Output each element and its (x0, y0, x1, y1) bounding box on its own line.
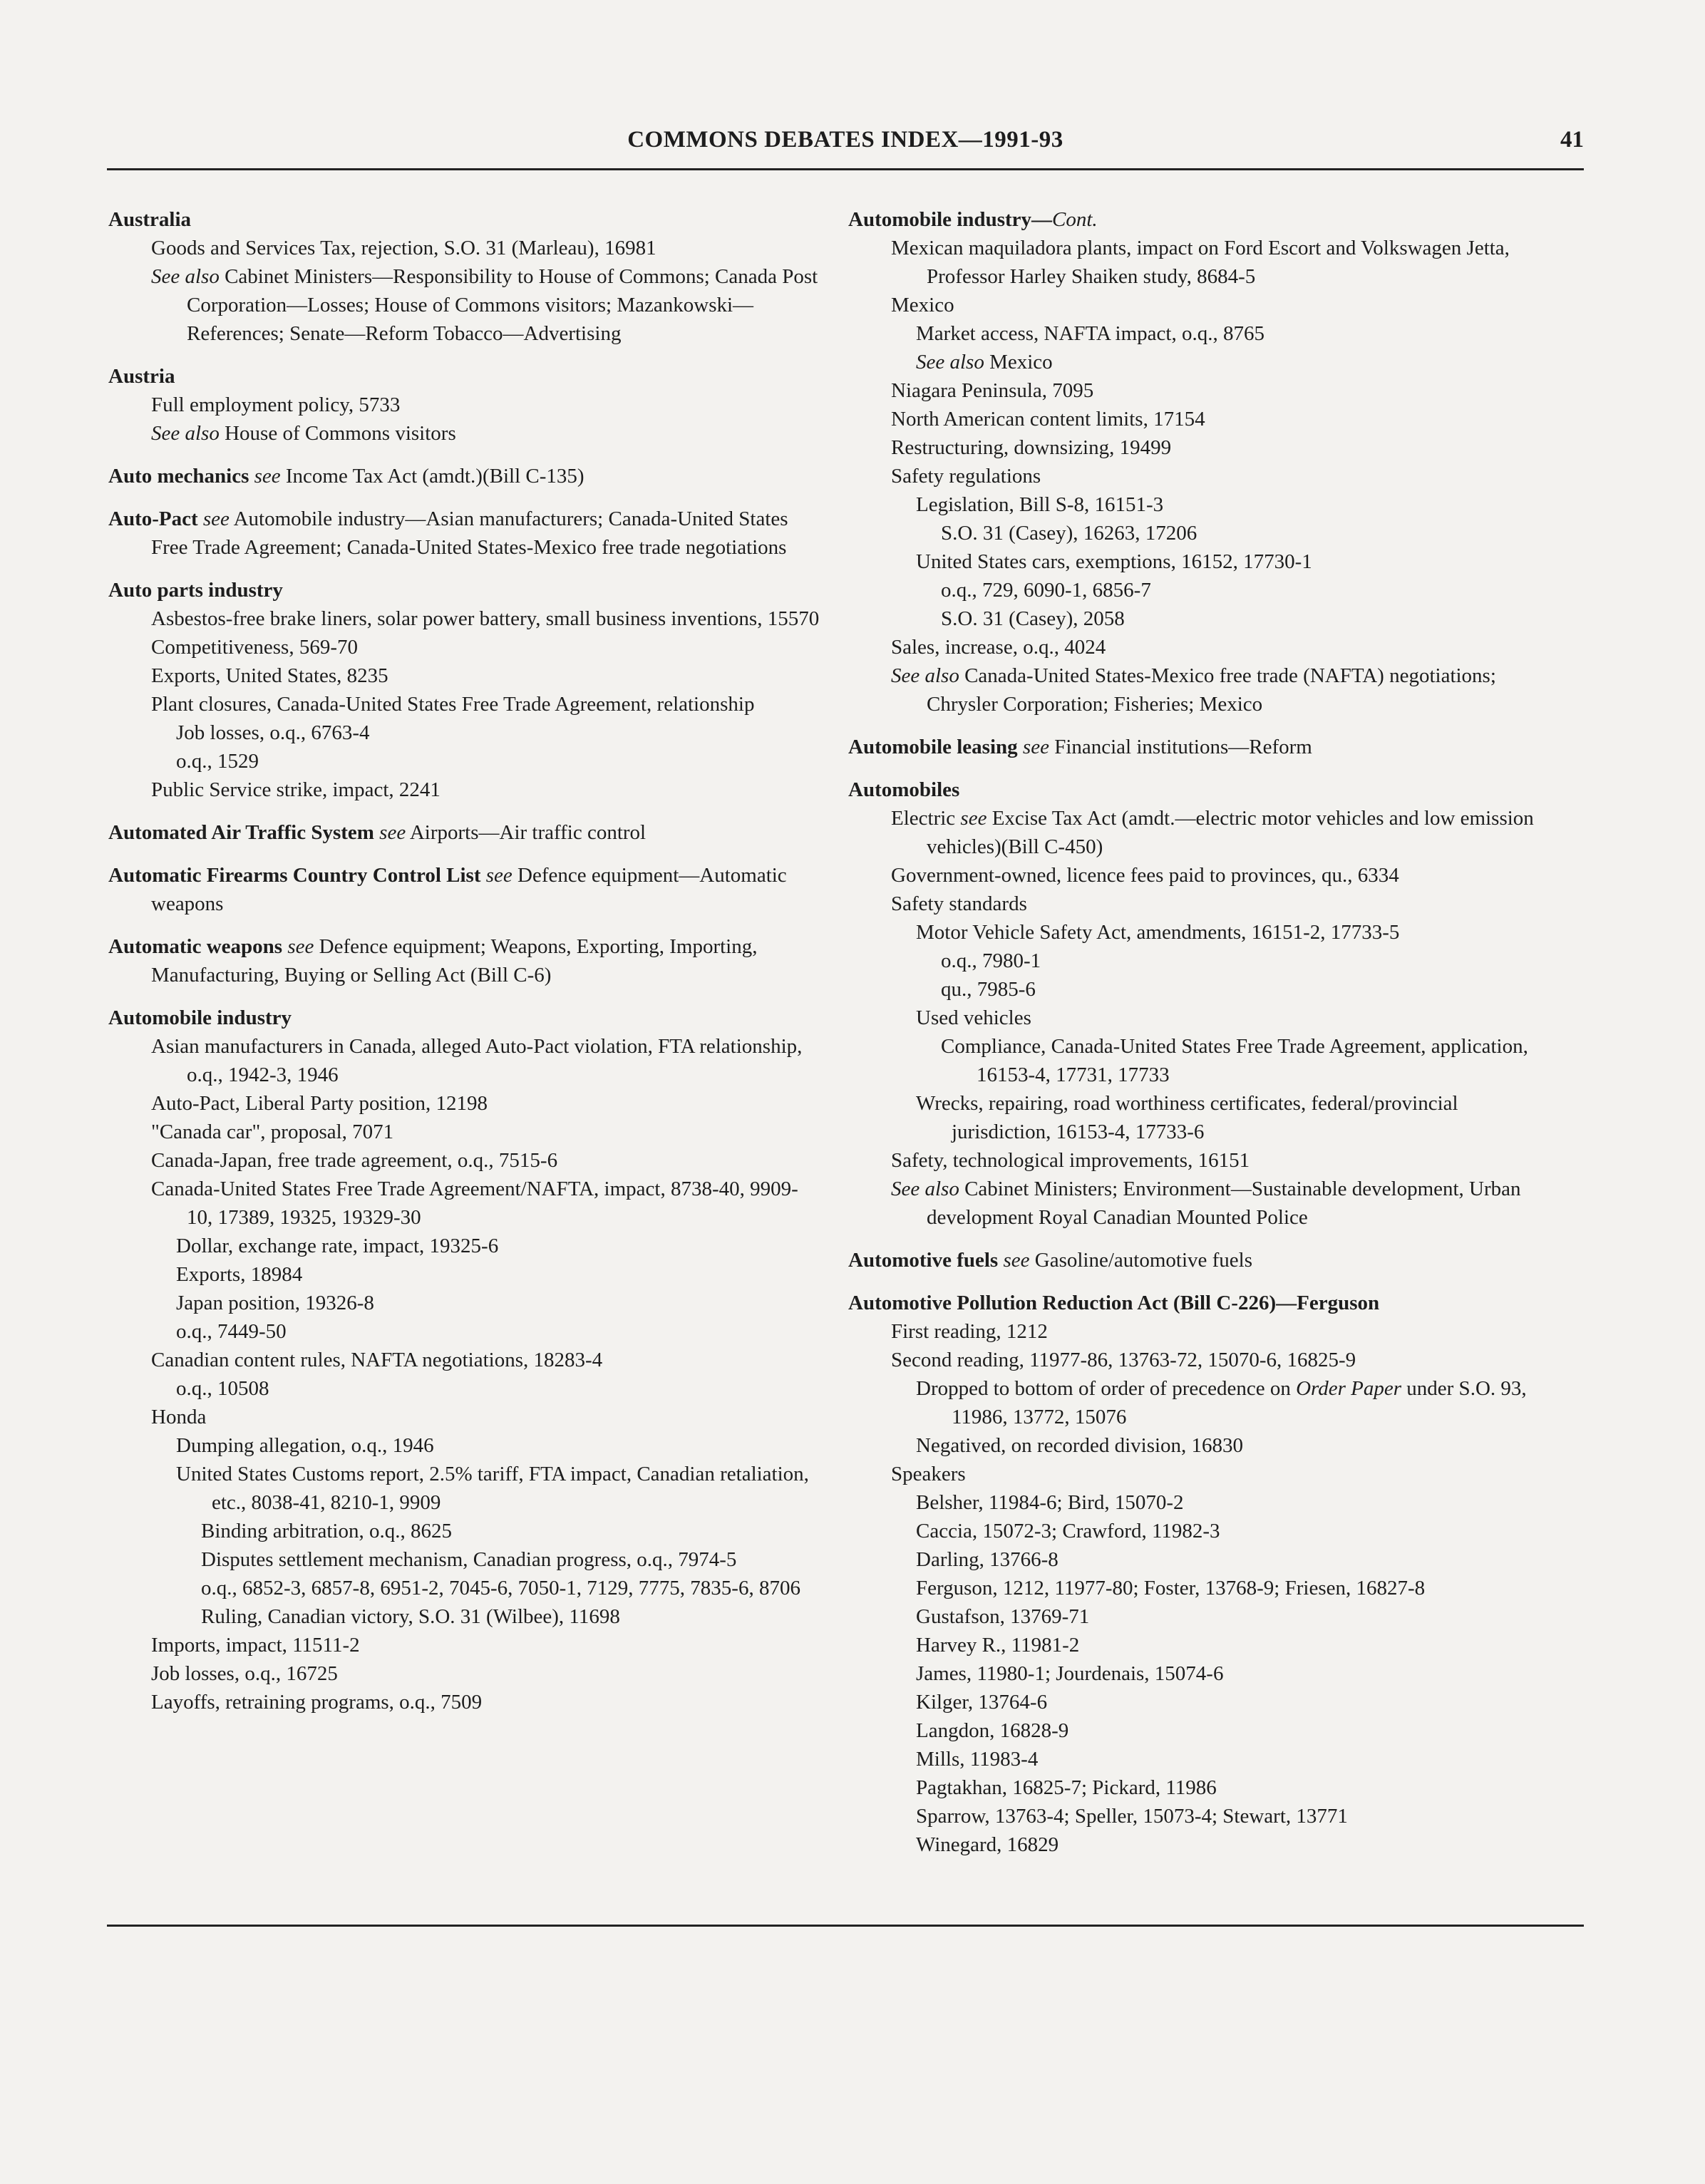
index-subentry (848, 861, 1561, 890)
index-text: Mexico (891, 294, 954, 316)
index-subentry (848, 918, 1561, 947)
index-text: Excise Tax Act (amdt.—electric motor vehicles and low emission vehicles)(Bill C-450) (927, 807, 1534, 858)
index-text: Motor Vehicle Safety Act, amendments, 16151-2, 17733-5 (916, 921, 1400, 944)
index-subentry (848, 1032, 1561, 1089)
index-text: North American content limits, 17154 (891, 408, 1205, 431)
index-text: Safety regulations (891, 465, 1041, 488)
index-text: United States Customs report, 2.5% tariff, FTA impact, Canadian retaliation, etc., 8038-41, 8210-1, 9909 (176, 1463, 809, 1514)
index-subentry (108, 633, 821, 661)
index-text: Auto parts industry (108, 579, 283, 602)
index-text: Automotive fuels (848, 1249, 999, 1272)
index-text: Caccia, 15072-3; Crawford, 11982-3 (916, 1520, 1220, 1542)
index-subentry (848, 1773, 1561, 1802)
index-subentry (848, 1431, 1561, 1460)
index-text: o.q., 10508 (176, 1377, 269, 1400)
index-subentry (848, 604, 1561, 633)
index-text: Honda (151, 1406, 207, 1428)
index-text: Asian manufacturers in Canada, alleged Auto-Pact violation, FTA relationship, o.q., 1942-3, 1946 (151, 1035, 803, 1086)
index-text: o.q., 729, 6090-1, 6856-7 (941, 579, 1151, 602)
index-column-left (108, 205, 821, 1731)
index-subentry (848, 1688, 1561, 1716)
index-text: See also (151, 422, 220, 445)
index-subentry (108, 776, 821, 804)
index-subentry (848, 405, 1561, 433)
index-text: Mexico (984, 351, 1053, 374)
index-text: Airports—Air traffic control (406, 821, 647, 844)
index-subentry (108, 1688, 821, 1716)
index-subentry (848, 1346, 1561, 1374)
index-text: Sparrow, 13763-4; Speller, 15073-4; Stewart, 13771 (916, 1805, 1348, 1828)
index-text: Auto-Pact, Liberal Party position, 12198 (151, 1092, 488, 1115)
index-text: "Canada car", proposal, 7071 (151, 1121, 394, 1143)
page-title: COMMONS DEBATES INDEX—1991-93 (627, 127, 1063, 153)
index-text: Asbestos-free brake liners, solar power battery, small business inventions, 15570 (151, 607, 820, 630)
index-text: Automobile industry (108, 1006, 292, 1029)
index-subentry (848, 1175, 1561, 1232)
index-text: Kilger, 13764-6 (916, 1691, 1048, 1714)
index-text: Dumping allegation, o.q., 1946 (176, 1434, 434, 1457)
index-subentry (108, 1289, 821, 1317)
index-subentry (108, 1517, 821, 1545)
index-subentry (848, 519, 1561, 547)
index-text: Auto-Pact (108, 508, 198, 530)
index-text: Automobiles (848, 778, 960, 801)
index-subentry (108, 419, 821, 448)
index-text: Automatic weapons (108, 935, 283, 958)
index-text: Job losses, o.q., 6763-4 (176, 721, 370, 744)
index-subentry (108, 747, 821, 776)
index-text: Dollar, exchange rate, impact, 19325-6 (176, 1235, 499, 1257)
index-subentry (108, 1460, 821, 1517)
index-subentry (848, 376, 1561, 405)
index-text: Winegard, 16829 (916, 1833, 1059, 1856)
index-entry (848, 776, 1561, 1232)
index-heading (108, 362, 821, 391)
index-subentry (108, 1317, 821, 1346)
index-text: Australia (108, 208, 191, 231)
index-text: Negatived, on recorded division, 16830 (916, 1434, 1244, 1457)
index-text: Automobile leasing (848, 736, 1018, 758)
index-subentry (848, 1317, 1561, 1346)
index-subentry (108, 234, 821, 262)
index-text: Automatic Firearms Country Control List (108, 864, 481, 887)
index-text: Langdon, 16828-9 (916, 1719, 1069, 1742)
index-column-right (848, 205, 1561, 1873)
index-subentry (848, 633, 1561, 661)
index-subentry (108, 1659, 821, 1688)
index-subentry (108, 1602, 821, 1631)
index-subentry (108, 1146, 821, 1175)
index-subentry (108, 1232, 821, 1260)
index-subentry (848, 319, 1561, 348)
index-text: Automotive Pollution Reduction Act (Bill C-226)—Ferguson (848, 1292, 1380, 1314)
index-text: Austria (108, 365, 175, 388)
index-heading (848, 776, 1561, 804)
index-entry (848, 1246, 1561, 1274)
index-heading (848, 733, 1561, 761)
index-subentry (848, 348, 1561, 376)
index-entry (848, 733, 1561, 761)
index-text: Pagtakhan, 16825-7; Pickard, 11986 (916, 1776, 1217, 1799)
index-text: o.q., 7449-50 (176, 1320, 287, 1343)
index-text: See also (891, 664, 959, 687)
index-subentry (848, 576, 1561, 604)
index-subentry (108, 1403, 821, 1431)
index-text: First reading, 1212 (891, 1320, 1048, 1343)
index-subentry (108, 604, 821, 633)
index-text: under S.O. 93, 11986, 13772, 15076 (952, 1377, 1527, 1428)
index-subentry (108, 391, 821, 419)
index-subentry (848, 1545, 1561, 1574)
index-text: Sales, increase, o.q., 4024 (891, 636, 1106, 659)
index-text: Financial institutions—Reform (1049, 736, 1312, 758)
index-text: Gustafson, 13769-71 (916, 1605, 1090, 1628)
index-subentry (108, 690, 821, 718)
index-text: Mexican maquiladora plants, impact on Ford Escort and Volkswagen Jetta, Professor Harley Shaiken study, 8684-5 (891, 237, 1510, 288)
index-text: Disputes settlement mechanism, Canadian progress, o.q., 7974-5 (201, 1548, 737, 1571)
index-heading (108, 861, 821, 918)
index-subentry (848, 490, 1561, 519)
index-subentry (108, 1631, 821, 1659)
index-subentry (848, 462, 1561, 490)
index-text: Auto mechanics (108, 465, 249, 488)
index-text: see (998, 1249, 1030, 1272)
index-entry (108, 1004, 821, 1716)
index-heading (108, 932, 821, 989)
index-subentry (848, 433, 1561, 462)
index-subentry (848, 1460, 1561, 1488)
footer-rule (107, 1925, 1584, 1927)
index-subentry (848, 1802, 1561, 1830)
index-subentry (848, 1004, 1561, 1032)
index-subentry (848, 547, 1561, 576)
index-text: Darling, 13766-8 (916, 1548, 1058, 1571)
index-heading (848, 205, 1561, 234)
index-text: Safety standards (891, 892, 1027, 915)
index-heading (108, 462, 821, 490)
index-subentry (108, 1574, 821, 1602)
index-subentry (848, 1146, 1561, 1175)
index-subentry (848, 1602, 1561, 1631)
index-text: see (960, 807, 987, 830)
index-subentry (848, 890, 1561, 918)
index-subentry (848, 1830, 1561, 1859)
index-subentry (848, 947, 1561, 975)
page-number: 41 (1560, 127, 1584, 153)
index-text: Second reading, 11977-86, 13763-72, 15070-6, 16825-9 (891, 1349, 1356, 1371)
index-text: Wrecks, repairing, road worthiness certificates, federal/provincial jurisdiction, 16153-4, 17733-6 (916, 1092, 1458, 1143)
index-text: Japan position, 19326-8 (176, 1292, 374, 1314)
index-text: Competitiveness, 569-70 (151, 636, 358, 659)
index-subentry (108, 718, 821, 747)
index-text: Mills, 11983-4 (916, 1748, 1039, 1771)
index-subentry (848, 1089, 1561, 1146)
index-entry (108, 462, 821, 490)
index-subentry (848, 291, 1561, 319)
index-heading (108, 818, 821, 847)
index-subentry (108, 1118, 821, 1146)
index-text: United States cars, exemptions, 16152, 17730-1 (916, 550, 1312, 573)
index-text: see (374, 821, 406, 844)
index-text: Canada-Japan, free trade agreement, o.q., 7515-6 (151, 1149, 558, 1172)
index-text: Automobile industry— (848, 208, 1053, 231)
index-text: see (480, 864, 512, 887)
index-text: see (249, 465, 281, 488)
index-text: S.O. 31 (Casey), 2058 (941, 607, 1125, 630)
index-text: Canada-United States Free Trade Agreement/NAFTA, impact, 8738-40, 9909-10, 17389, 19325, 19329-30 (151, 1178, 798, 1229)
index-text: Exports, 18984 (176, 1263, 303, 1286)
index-text: see (197, 508, 230, 530)
index-text: Cabinet Ministers; Environment—Sustainable development, Urban development Royal Canadian Mounted Police (927, 1178, 1521, 1229)
index-text: Harvey R., 11981-2 (916, 1634, 1080, 1657)
index-text: Cont. (1052, 208, 1098, 231)
index-text: Order Paper (1296, 1377, 1402, 1400)
index-subentry (848, 1631, 1561, 1659)
index-text: Restructuring, downsizing, 19499 (891, 436, 1172, 459)
index-text: Cabinet Ministers—Responsibility to House of Commons; Canada Post Corporation—Losses; House of Commons visitors; Mazankowski—References; Senate—Reform Tobacco—Advertising (187, 265, 818, 345)
index-heading (848, 1246, 1561, 1274)
index-subentry (108, 1374, 821, 1403)
index-text: o.q., 1529 (176, 750, 259, 773)
index-text: Electric (891, 807, 961, 830)
index-text: Belsher, 11984-6; Bird, 15070-2 (916, 1491, 1184, 1514)
index-text: Imports, impact, 11511-2 (151, 1634, 360, 1657)
index-subentry (848, 804, 1561, 861)
index-text: See also (916, 351, 984, 374)
index-heading (848, 1289, 1561, 1317)
index-subentry (848, 1659, 1561, 1688)
index-subentry (848, 1574, 1561, 1602)
index-entry (848, 1289, 1561, 1859)
index-text: see (1017, 736, 1049, 758)
index-subentry (108, 1346, 821, 1374)
index-text: see (282, 935, 314, 958)
index-text: See also (891, 1178, 959, 1200)
index-text: Layoffs, retraining programs, o.q., 7509 (151, 1691, 483, 1714)
index-text: Government-owned, licence fees paid to provinces, qu., 6334 (891, 864, 1399, 887)
index-subentry (108, 1260, 821, 1289)
index-text: See also (151, 265, 220, 288)
index-text: o.q., 6852-3, 6857-8, 6951-2, 7045-6, 7050-1, 7129, 7775, 7835-6, 8706 (201, 1577, 800, 1600)
index-text: Safety, technological improvements, 16151 (891, 1149, 1250, 1172)
index-text: Job losses, o.q., 16725 (151, 1662, 338, 1685)
index-subentry (108, 661, 821, 690)
index-text: House of Commons visitors (219, 422, 456, 445)
index-text: Full employment policy, 5733 (151, 393, 401, 416)
index-text: Plant closures, Canada-United States Free Trade Agreement, relationship (151, 693, 755, 716)
index-entry (108, 362, 821, 448)
index-text: Exports, United States, 8235 (151, 664, 388, 687)
index-entry (108, 205, 821, 348)
index-subentry (108, 262, 821, 348)
index-subentry (848, 1488, 1561, 1517)
index-text: Goods and Services Tax, rejection, S.O. 31 (Marleau), 16981 (151, 237, 656, 259)
index-text: Legislation, Bill S-8, 16151-3 (916, 493, 1164, 516)
index-subentry (108, 1089, 821, 1118)
index-text: Canada-United States-Mexico free trade (NAFTA) negotiations; Chrysler Corporation; Fisheries; Mexico (927, 664, 1496, 716)
index-text: Defence equipment; Weapons, Exporting, Importing, Manufacturing, Buying or Selling Act (Bill C-6) (151, 935, 758, 987)
index-text: Dropped to bottom of order of precedence on (916, 1377, 1297, 1400)
index-text: Market access, NAFTA impact, o.q., 8765 (916, 322, 1264, 345)
index-text: Canadian content rules, NAFTA negotiations, 18283-4 (151, 1349, 603, 1371)
index-text: James, 11980-1; Jourdenais, 15074-6 (916, 1662, 1224, 1685)
index-heading (108, 576, 821, 604)
index-text: Ruling, Canadian victory, S.O. 31 (Wilbee), 11698 (201, 1605, 620, 1628)
index-text: Binding arbitration, o.q., 8625 (201, 1520, 452, 1542)
index-subentry (108, 1545, 821, 1574)
index-entry (108, 505, 821, 562)
index-entry (108, 932, 821, 989)
index-subentry (108, 1431, 821, 1460)
index-subentry (848, 975, 1561, 1004)
index-text: Niagara Peninsula, 7095 (891, 379, 1094, 402)
index-text: qu., 7985-6 (941, 978, 1036, 1001)
index-entry (108, 861, 821, 918)
index-text: Ferguson, 1212, 11977-80; Foster, 13768-9; Friesen, 16827-8 (916, 1577, 1426, 1600)
index-text: Automated Air Traffic System (108, 821, 374, 844)
index-subentry (108, 1032, 821, 1089)
index-subentry (848, 1517, 1561, 1545)
index-entry (848, 205, 1561, 718)
index-text: o.q., 7980-1 (941, 949, 1041, 972)
index-heading (108, 1004, 821, 1032)
index-heading (108, 505, 821, 562)
index-text: Income Tax Act (amdt.)(Bill C-135) (280, 465, 584, 488)
index-text: Gasoline/automotive fuels (1029, 1249, 1253, 1272)
index-text: Defence equipment—Automatic weapons (151, 864, 787, 915)
index-subentry (848, 661, 1561, 718)
index-entry (108, 818, 821, 847)
index-subentry (848, 1374, 1561, 1431)
index-subentry (848, 1745, 1561, 1773)
index-text: Speakers (891, 1463, 966, 1485)
index-text: S.O. 31 (Casey), 16263, 17206 (941, 522, 1197, 545)
index-subentry (848, 1716, 1561, 1745)
header-rule (107, 168, 1584, 170)
index-entry (108, 576, 821, 804)
index-text: Used vehicles (916, 1006, 1031, 1029)
index-subentry (848, 234, 1561, 291)
index-heading (108, 205, 821, 234)
index-text: Compliance, Canada-United States Free Trade Agreement, application, 16153-4, 17731, 17733 (941, 1035, 1528, 1086)
index-subentry (108, 1175, 821, 1232)
page-header (107, 121, 1584, 164)
index-text: Automobile industry—Asian manufacturers; Canada-United States Free Trade Agreement; Canada-United States-Mexico free trade negotiations (151, 508, 788, 559)
index-text: Public Service strike, impact, 2241 (151, 778, 441, 801)
